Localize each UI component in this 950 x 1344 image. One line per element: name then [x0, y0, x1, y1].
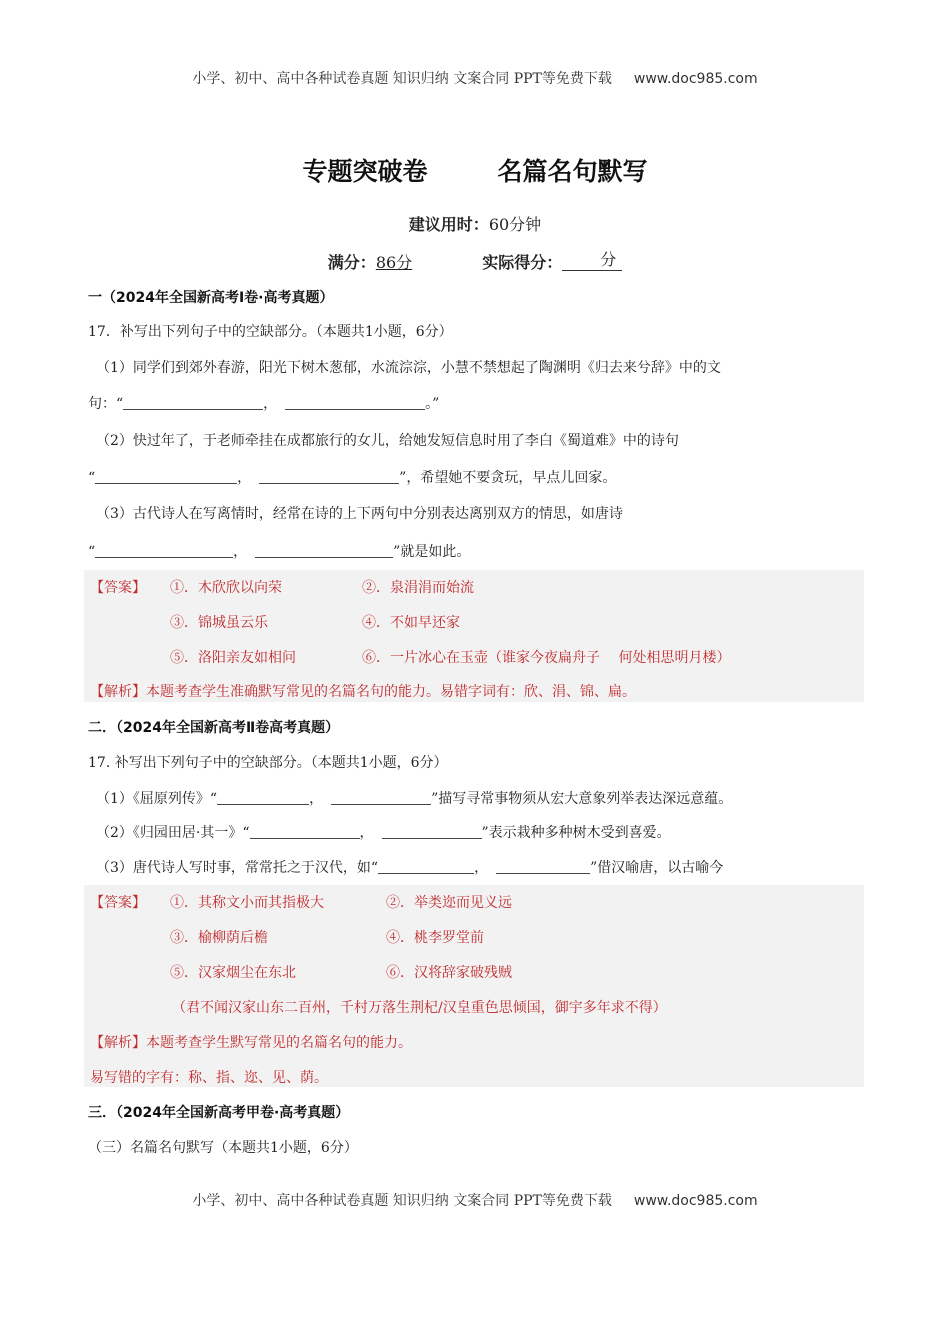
section-3-heading: 三．（2024年全国新高考甲卷·高考真题）: [88, 1105, 350, 1121]
actual-score-label: 实际得分：: [482, 253, 563, 272]
blank[interactable]: [123, 395, 263, 410]
s1-answer-3: ③．锦城虽云乐: [170, 615, 268, 631]
s2-answer-5: ⑤．汉家烟尘在东北: [170, 965, 296, 981]
suggested-time: [0, 212, 950, 235]
s1-p3a: （3）古代诗人在写离情时，经常在诗的上下两句中分别表达离别双方的情思，如唐诗: [96, 506, 623, 522]
blank[interactable]: [285, 395, 425, 410]
footer-site[interactable]: www.doc985.com: [633, 1193, 758, 1209]
footer-text: 小学、初中、高中各种试卷真题 知识归纳 文案合同 PPT等免费下载: [192, 1193, 612, 1209]
blank[interactable]: [255, 543, 393, 558]
s3-question: （三）名篇名句默写（本题共1小题，6分）: [88, 1140, 358, 1156]
blank[interactable]: [250, 824, 360, 839]
score-line: [0, 250, 950, 273]
s1-p1b: 句：“ ， 。”: [88, 396, 440, 412]
time-label: 建议用时：: [408, 215, 489, 234]
blank[interactable]: [95, 543, 233, 558]
section-2-heading: 二．（2024年全国新高考Ⅱ卷高考真题）: [88, 720, 340, 736]
s1-p1a: （1）同学们到郊外春游，阳光下树木葱郁，水流淙淙，小慧不禁想起了陶渊明《归去来兮辞》中的文: [96, 360, 721, 376]
s2-answer-4: ④．桃李罗堂前: [386, 930, 484, 946]
blank[interactable]: [378, 859, 474, 874]
s2-analysis: 【解析】本题考查学生默写常见的名篇名句的能力。: [90, 1035, 412, 1051]
page-title: [0, 152, 950, 188]
s1-question: 17．补写出下列句子中的空缺部分。（本题共1小题，6分）: [88, 324, 453, 340]
s1-p3b: “ ， ”就是如此。: [88, 544, 471, 560]
s2-answer-6: ⑥．汉将辞家破残贼: [386, 965, 512, 981]
title-left: 专题突破卷: [302, 157, 428, 186]
blank[interactable]: [331, 790, 431, 805]
blank[interactable]: [382, 824, 482, 839]
s2-answer-3: ③．榆柳荫后檐: [170, 930, 268, 946]
header-site[interactable]: www.doc985.com: [633, 71, 758, 87]
full-score-value: 86分: [375, 253, 413, 272]
s2-typo-note: 易写错的字有：称、指、迩、见、荫。: [90, 1070, 328, 1086]
s1-answer-6: ⑥．一片冰心在玉壶（谁家今夜扁舟子 何处相思明月楼）: [362, 650, 731, 666]
blank[interactable]: [496, 859, 590, 874]
s2-p1: （1）《屈原列传》“ ， ”描写寻常事物须从宏大意象列举表达深远意蕴。: [96, 791, 733, 807]
s1-analysis: 【解析】本题考查学生准确默写常见的名篇名句的能力。易错字词有：欣、涓、锦、扁。: [90, 684, 636, 700]
s2-answer-1: ①．其称文小而其指极大: [170, 895, 324, 911]
s1-answer-tag: 【答案】: [90, 580, 146, 596]
blank[interactable]: [217, 790, 309, 805]
s2-p3: （3）唐代诗人写时事，常常托之于汉代，如“ ， ”借汉喻唐，以古喻今: [96, 860, 724, 876]
s1-p2b: “ ， ”，希望她不要贪玩，早点儿回家。: [88, 470, 617, 486]
page-footer: [0, 1190, 950, 1210]
blank[interactable]: [259, 469, 399, 484]
s1-answer-1: ①．木欣欣以向荣: [170, 580, 282, 596]
s1-p2a: （2）快过年了，于老师牵挂在成都旅行的女儿，给她发短信息时用了李白《蜀道难》中的诗句: [96, 433, 679, 449]
title-right: 名篇名句默写: [497, 157, 648, 186]
s2-question: 17. 补写出下列句子中的空缺部分。（本题共1小题，6分）: [88, 755, 448, 771]
full-score-label: 满分：: [327, 253, 376, 272]
time-value: 60分钟: [488, 215, 542, 234]
s2-answer-note: （君不闻汉家山东二百州，千村万落生荆杞/汉皇重色思倾国，御宇多年求不得）: [172, 1000, 667, 1016]
s2-answer-tag: 【答案】: [90, 895, 146, 911]
blank[interactable]: [95, 469, 237, 484]
header-text: 小学、初中、高中各种试卷真题 知识归纳 文案合同 PPT等免费下载: [192, 71, 612, 87]
section-1-heading: 一（2024年全国新高考Ⅰ卷·高考真题）: [88, 290, 334, 306]
s2-p2: （2）《归园田居·其一》“ ， ”表示栽种多种树木受到喜爱。: [96, 825, 671, 841]
s2-answer-2: ②．举类迩而见义远: [386, 895, 512, 911]
s1-answer-4: ④．不如早还家: [362, 615, 460, 631]
s1-answer-5: ⑤．洛阳亲友如相问: [170, 650, 296, 666]
page-header: [0, 68, 950, 88]
actual-score-blank: 分: [562, 254, 622, 271]
s1-answer-2: ②．泉涓涓而始流: [362, 580, 474, 596]
s2-answer-box: [84, 885, 864, 1087]
